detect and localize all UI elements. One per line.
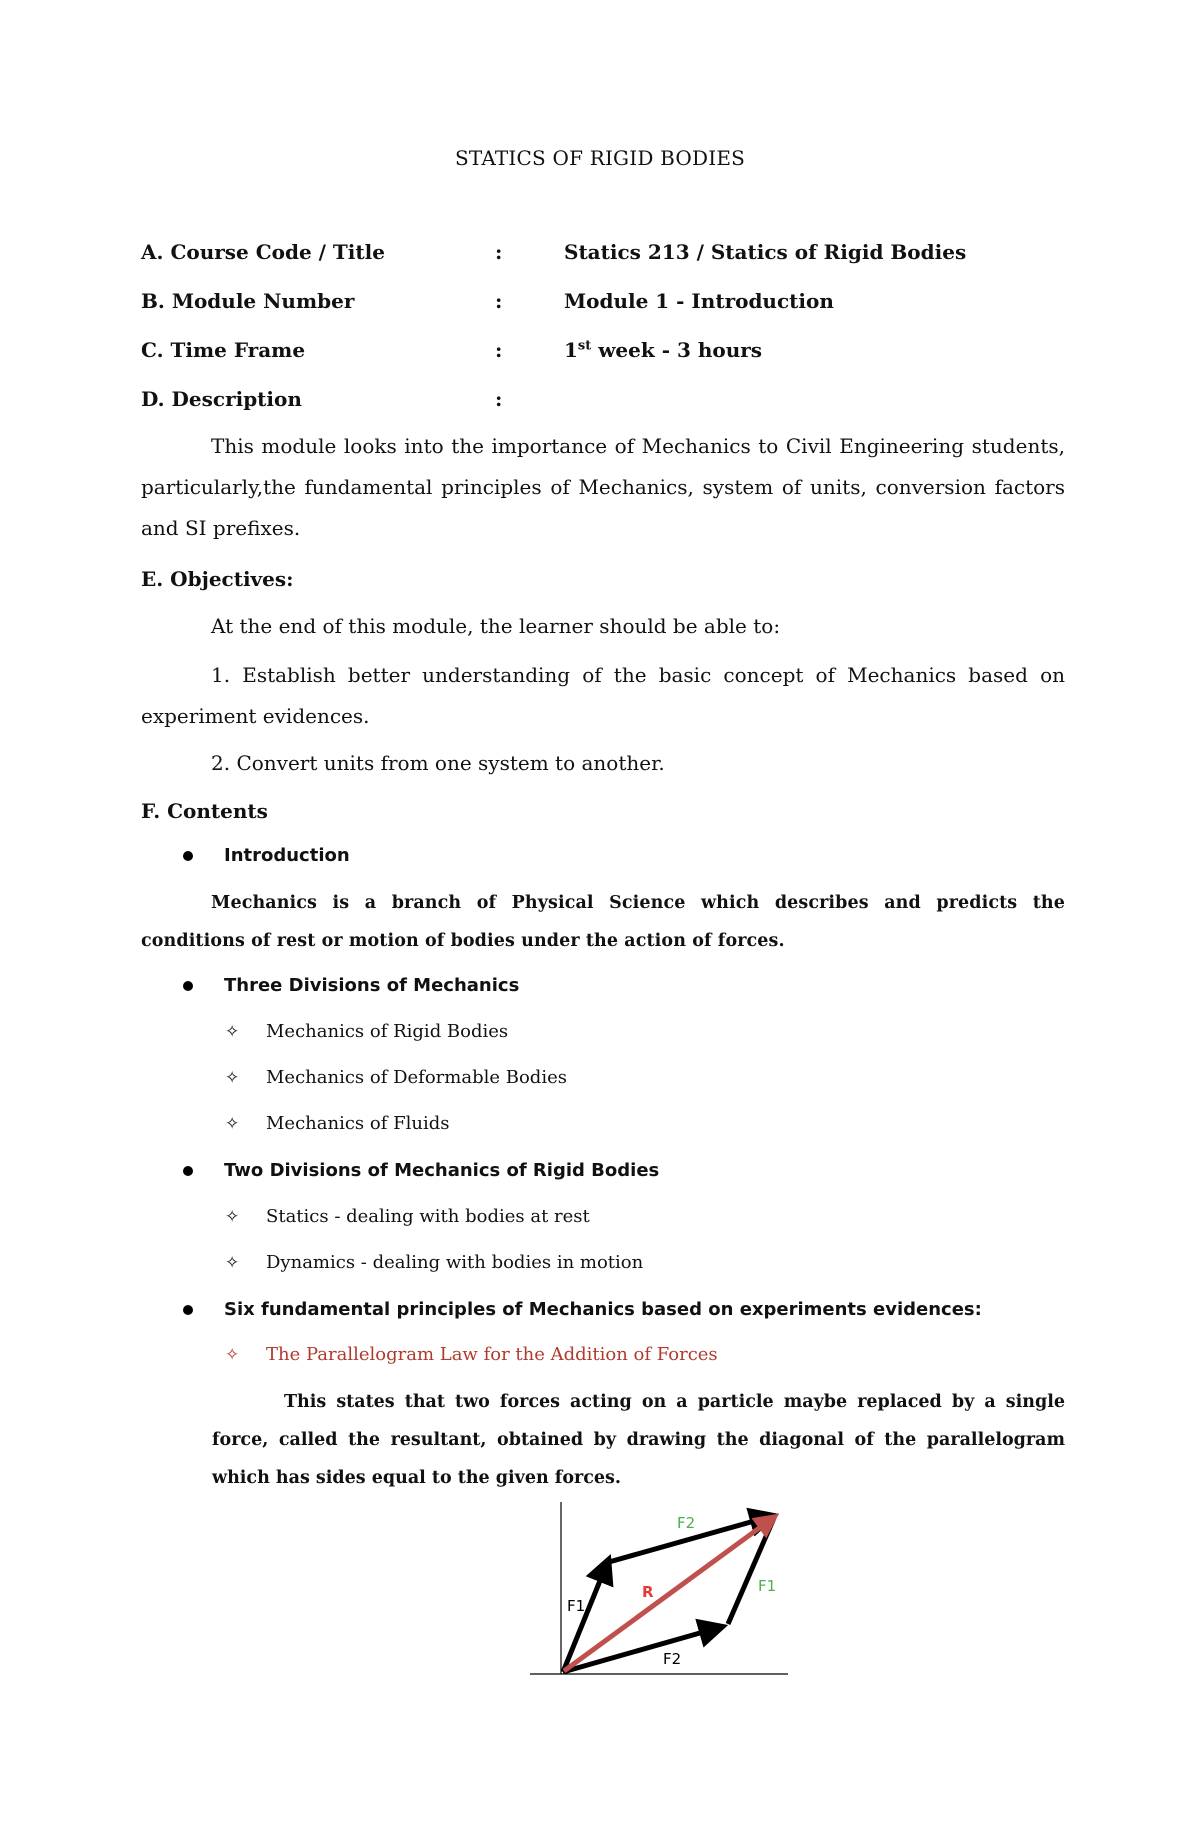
module-number-label: B. Module Number	[141, 289, 355, 313]
diamond-bullet-icon: ✧	[225, 1068, 240, 1088]
colon: :	[495, 387, 503, 411]
diamond-bullet-icon: ✧	[225, 1207, 240, 1227]
f1-left-label: F1	[567, 1597, 586, 1615]
three-divisions-heading: Three Divisions of Mechanics	[224, 975, 520, 996]
parallelogram-law-text: This states that two forces acting on a particle maybe replaced by a single force, called the resultant, obtained by drawing the diagonal of the parallelogram which has sides equal to the given forces.	[212, 1392, 1065, 1488]
colon: :	[495, 338, 503, 362]
six-principles-heading: Six fundamental principles of Mechanics based on experiments evidences:	[224, 1299, 982, 1320]
bullet-icon	[183, 851, 193, 861]
objective-item-2: 2. Convert units from one system to another.	[211, 751, 665, 775]
objectives-heading: E. Objectives:	[141, 567, 294, 591]
division-item: Mechanics of Rigid Bodies	[266, 1021, 509, 1042]
f2-bottom-label: F2	[663, 1650, 682, 1668]
division-item: Statics - dealing with bodies at rest	[266, 1206, 590, 1227]
f2-bottom-arrow	[563, 1627, 721, 1672]
division-item: Mechanics of Fluids	[266, 1113, 450, 1134]
course-code-value: Statics 213 / Statics of Rigid Bodies	[564, 240, 967, 264]
bullet-icon	[183, 981, 193, 991]
diamond-bullet-icon: ✧	[225, 1114, 240, 1134]
contents-heading: F. Contents	[141, 799, 268, 823]
colon: :	[495, 289, 503, 313]
objectives-intro: At the end of this module, the learner should be able to:	[211, 614, 781, 638]
parallelogram-diagram	[520, 1490, 800, 1680]
f1-right-label: F1	[758, 1577, 777, 1595]
time-frame-label: C. Time Frame	[141, 338, 306, 362]
parallelogram-law-title: The Parallelogram Law for the Addition of Forces	[266, 1344, 718, 1365]
resultant-label: R	[642, 1583, 654, 1601]
objective-item-1: 1. Establish better understanding of the basic concept of Mechanics based on experiment evidences.	[141, 663, 1065, 728]
introduction-text: Mechanics is a branch of Physical Science which describes and predicts the conditions of rest or motion of bodies under the action of forces.	[141, 893, 1065, 951]
document-title: STATICS OF RIGID BODIES	[454, 146, 746, 170]
bullet-icon	[183, 1305, 193, 1315]
time-frame-value	[564, 338, 762, 362]
diamond-bullet-icon: ✧	[225, 1022, 240, 1042]
colon: :	[495, 240, 503, 264]
description-label: D. Description	[141, 387, 302, 411]
time-frame-rest: week - 3 hours	[591, 338, 763, 362]
introduction-heading: Introduction	[224, 845, 350, 866]
division-item: Dynamics - dealing with bodies in motion	[266, 1252, 644, 1273]
division-item: Mechanics of Deformable Bodies	[266, 1067, 567, 1088]
diamond-bullet-icon: ✧	[225, 1253, 240, 1273]
description-text: This module looks into the importance of Mechanics to Civil Engineering students, particularly,the fundamental principles of Mechanics, system of units, conversion factors and SI prefixes.	[141, 434, 1065, 540]
bullet-icon	[183, 1166, 193, 1176]
f2-top-label: F2	[677, 1514, 696, 1532]
diamond-bullet-icon: ✧	[225, 1345, 240, 1365]
course-code-label: A. Course Code / Title	[141, 240, 385, 264]
two-divisions-heading: Two Divisions of Mechanics of Rigid Bodies	[224, 1160, 660, 1181]
time-frame-number: 1	[564, 338, 578, 362]
time-frame-ordinal: st	[577, 338, 592, 354]
module-number-value: Module 1 - Introduction	[564, 289, 834, 313]
